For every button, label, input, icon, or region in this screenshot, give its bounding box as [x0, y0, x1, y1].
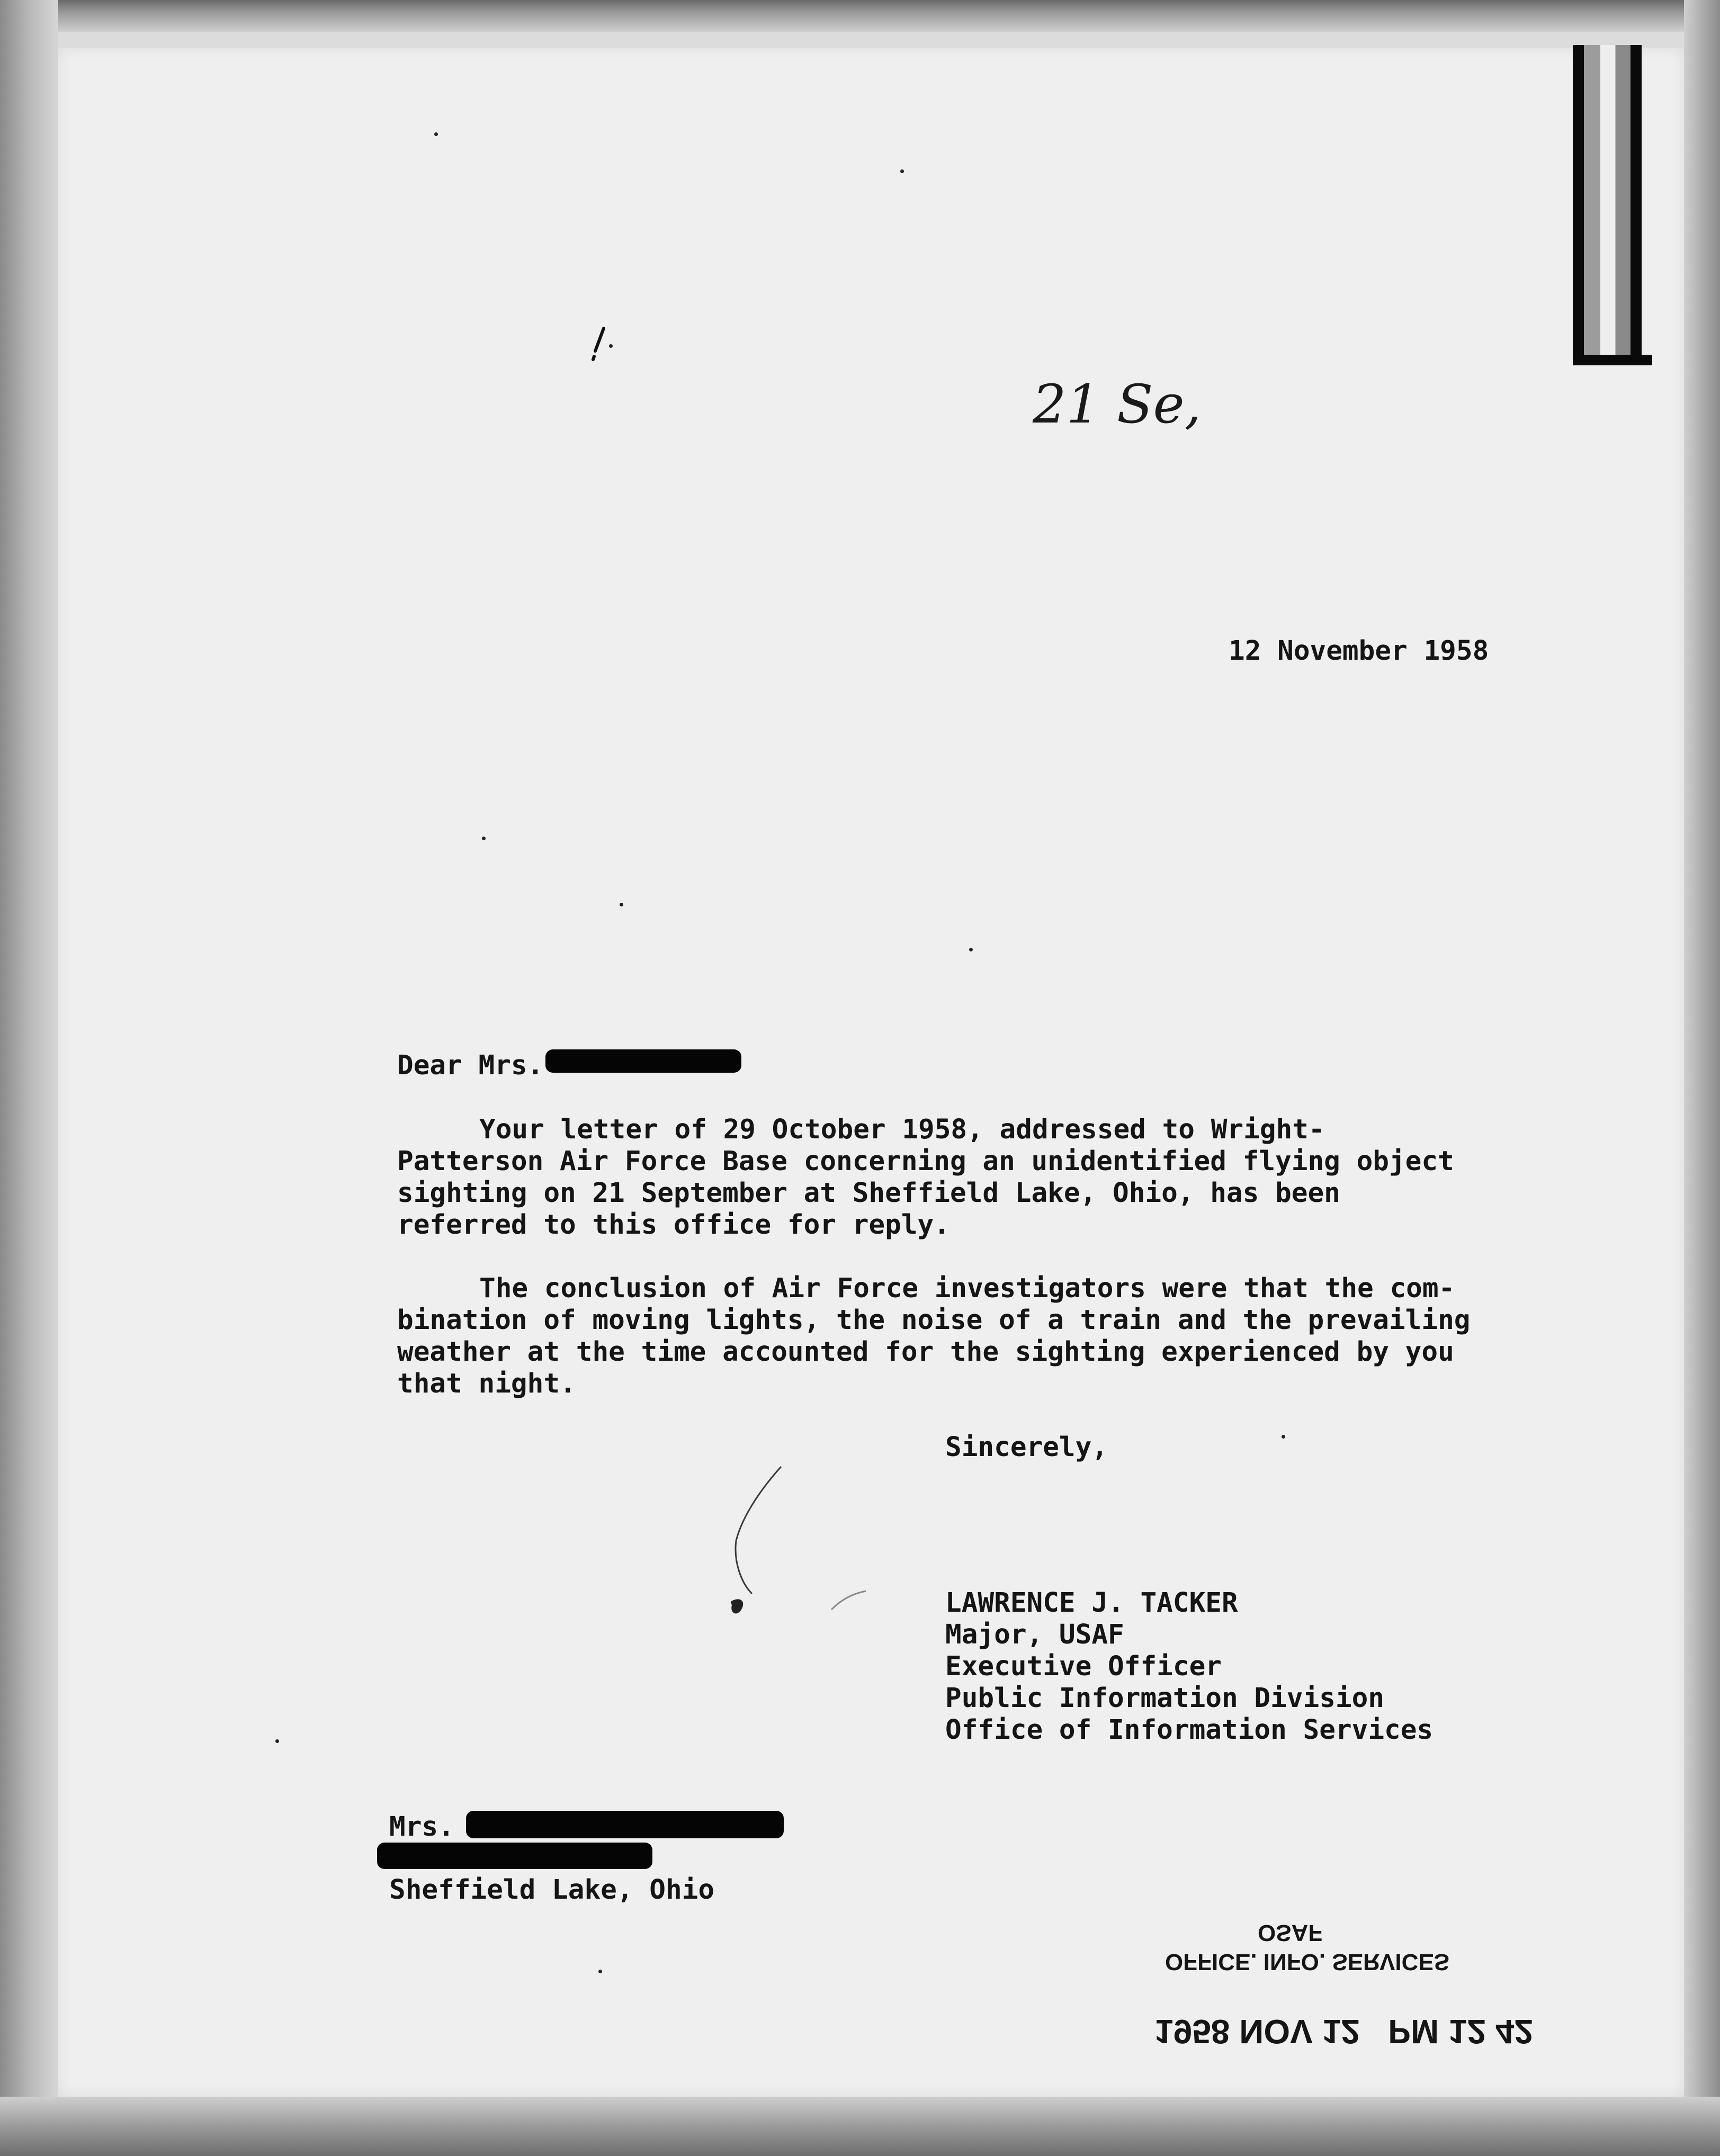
pencil-mark	[588, 326, 609, 363]
film-speck	[620, 903, 623, 906]
letter-page	[58, 48, 1684, 2097]
binding-clip	[1573, 45, 1642, 363]
signer-division: Public Information Division	[945, 1683, 1385, 1714]
film-speck	[1282, 1435, 1285, 1439]
paragraph-2-line-3: weather at the time accounted for the sighting experienced by you	[397, 1336, 1454, 1368]
letter-date: 12 November 1958	[1229, 635, 1489, 667]
redaction-bar	[377, 1843, 652, 1869]
redaction-bar	[545, 1049, 741, 1073]
film-border-top	[0, 0, 1720, 32]
film-speck	[900, 169, 904, 173]
paragraph-1-line-3: sighting on 21 September at Sheffield Lake, Ohio, has been	[397, 1178, 1340, 1209]
signer-title: Executive Officer	[945, 1651, 1222, 1682]
stamp-office: OFFICE. INFO. SERVICES	[1165, 1949, 1450, 1975]
film-border-left	[0, 0, 58, 2156]
film-speck	[609, 344, 613, 348]
film-speck	[434, 132, 438, 136]
film-border-right	[1684, 0, 1720, 2156]
signer-office: Office of Information Services	[945, 1714, 1434, 1746]
stamp-osaf: OSAF	[1258, 1920, 1323, 1946]
stamp-date: 1958 NOV 12 PM 12 42	[1154, 2013, 1534, 2051]
signer-name: LAWRENCE J. TACKER	[945, 1587, 1238, 1619]
recipient-prefix: Mrs.	[389, 1811, 454, 1843]
paragraph-2-line-2: bination of moving lights, the noise of a train and the prevailing	[397, 1305, 1471, 1336]
signature-scrawl	[667, 1461, 890, 1631]
paragraph-1-line-2: Patterson Air Force Base concerning an unidentified flying object	[397, 1146, 1454, 1177]
paragraph-2-line-1: The conclusion of Air Force investigators were that the com-	[479, 1273, 1455, 1304]
film-border-bottom	[0, 2097, 1720, 2156]
handwritten-note: 21 Se,	[1033, 373, 1202, 435]
film-speck	[275, 1739, 279, 1743]
signer-rank: Major, USAF	[945, 1619, 1124, 1650]
paragraph-1-line-4: referred to this office for reply.	[397, 1209, 950, 1241]
recipient-city: Sheffield Lake, Ohio	[389, 1874, 715, 1906]
film-speck	[598, 1970, 602, 1973]
salutation: Dear Mrs.	[397, 1050, 544, 1081]
redaction-bar	[466, 1811, 784, 1838]
film-speck	[969, 948, 973, 951]
paragraph-1-line-1: Your letter of 29 October 1958, addressed to Wright-	[479, 1114, 1325, 1145]
paragraph-2-line-4: that night.	[397, 1368, 576, 1399]
binding-clip-foot	[1573, 355, 1652, 365]
closing: Sincerely,	[945, 1432, 1108, 1463]
film-speck	[482, 837, 486, 840]
